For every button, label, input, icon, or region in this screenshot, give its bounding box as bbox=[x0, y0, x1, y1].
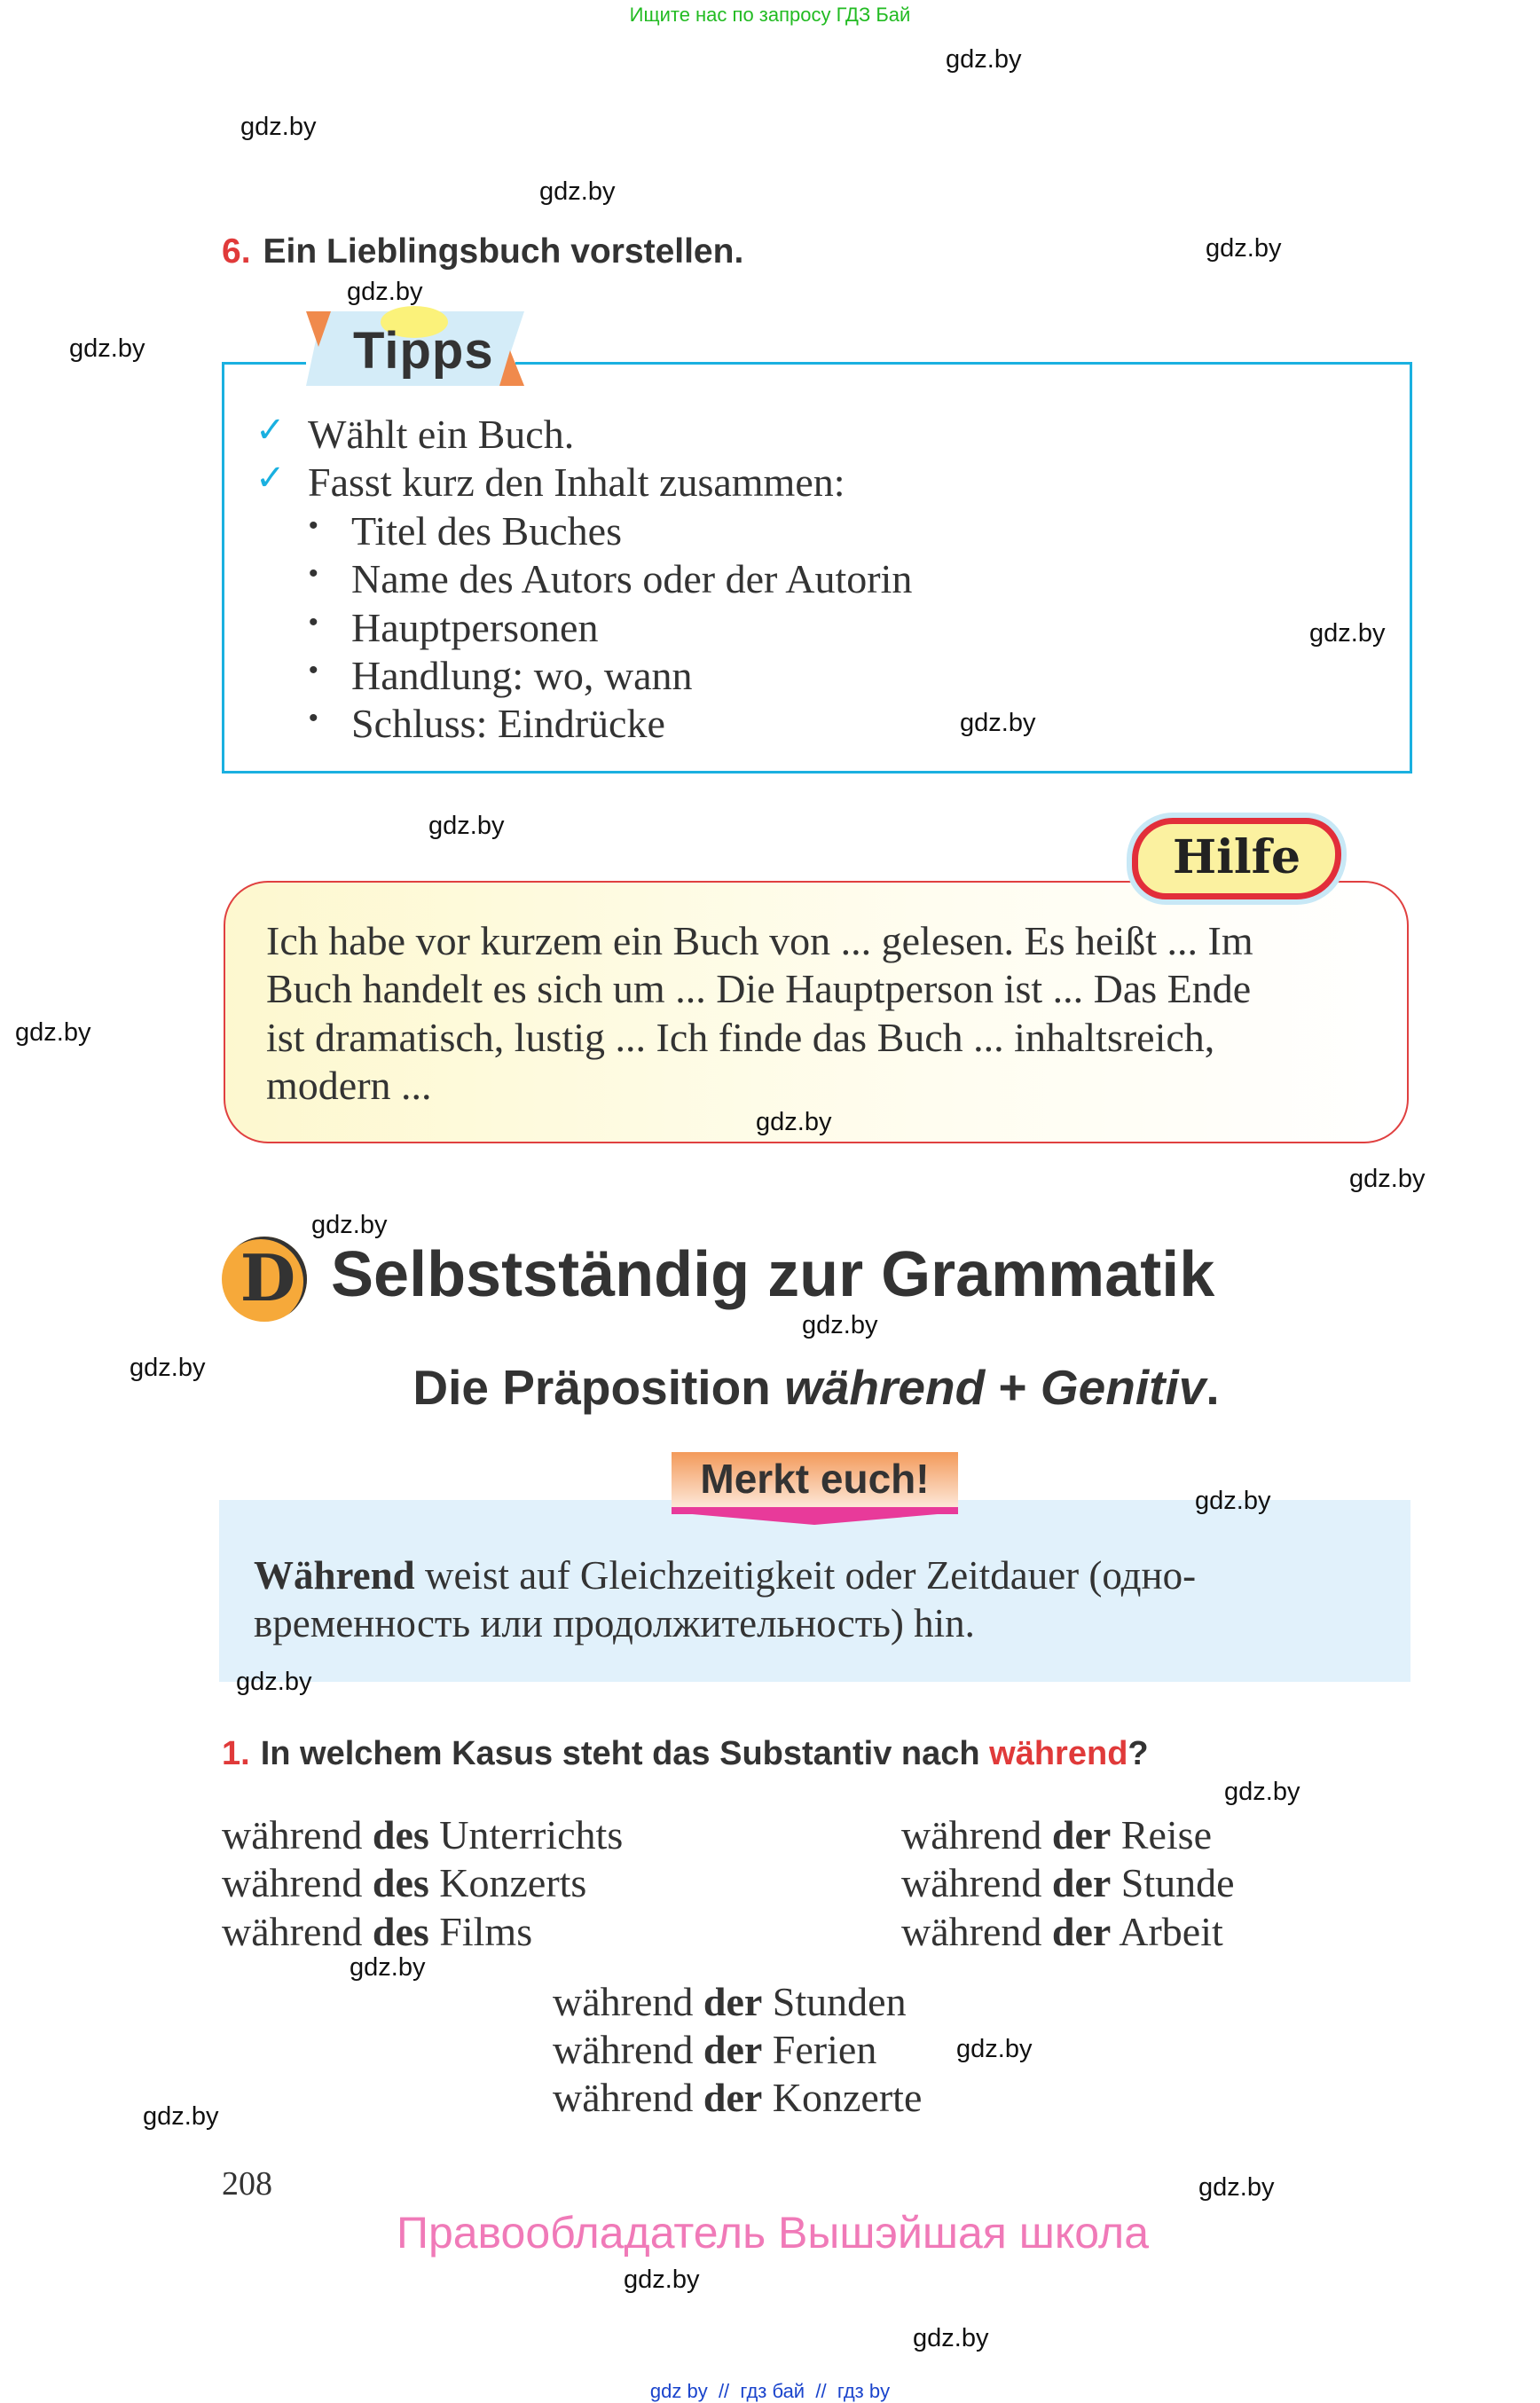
bullet-icon: • bbox=[309, 559, 318, 588]
subtitle-italic: Genitiv bbox=[1040, 1360, 1206, 1415]
watermark: gdz.by bbox=[1309, 619, 1386, 648]
merkt-line: временность или продолжительность) hin. bbox=[254, 1601, 975, 1645]
phrase-noun: Films bbox=[439, 1909, 533, 1954]
hilfe-line: ist dramatisch, lustig ... Ich finde das Buch ... inhaltsreich, bbox=[266, 1015, 1215, 1060]
task-question: In welchem Kasus steht das Substantiv nach bbox=[260, 1735, 990, 1772]
tipp-bullet-item: Hauptpersonen bbox=[351, 605, 599, 650]
tipp-check-item: Wählt ein Buch. bbox=[308, 412, 575, 457]
phrase-preposition: während bbox=[222, 1860, 363, 1905]
hilfe-line: Buch handelt es sich um ... Die Hauptperson ist ... Das Ende bbox=[266, 966, 1252, 1011]
phrase-article: der bbox=[703, 1979, 763, 2024]
watermark: gdz.by bbox=[956, 2035, 1033, 2063]
phrase-article: der bbox=[1051, 1812, 1112, 1857]
subtitle-part: + bbox=[985, 1360, 1041, 1415]
phrase-noun: Unterrichts bbox=[439, 1812, 624, 1857]
bullet-icon: • bbox=[309, 703, 318, 733]
merkt-arrow bbox=[672, 1512, 958, 1525]
section-subtitle bbox=[0, 1359, 1540, 1416]
phrase-center bbox=[553, 2074, 922, 2121]
task-question-highlight: während bbox=[989, 1735, 1128, 1772]
watermark: gdz.by bbox=[428, 812, 505, 840]
bullet-icon: • bbox=[309, 608, 318, 637]
watermark: gdz.by bbox=[347, 278, 423, 306]
phrase-noun: Stunden bbox=[772, 1979, 907, 2024]
bullet-icon: • bbox=[309, 511, 318, 540]
phrase-preposition: während bbox=[901, 1860, 1042, 1905]
tipps-label: Tipps bbox=[353, 322, 494, 380]
phrase-center bbox=[553, 2026, 876, 2073]
hilfe-badge: Hilfe bbox=[1132, 818, 1341, 899]
phrase-right bbox=[901, 1811, 1212, 1858]
task-number: 6. bbox=[222, 232, 251, 271]
watermark: gdz.by bbox=[1224, 1778, 1300, 1806]
watermark: gdz.by bbox=[15, 1018, 91, 1047]
phrase-article: des bbox=[372, 1909, 429, 1954]
hilfe-line: modern ... bbox=[266, 1063, 432, 1108]
section-d-letter: D bbox=[240, 1240, 296, 1315]
subtitle-italic: während bbox=[784, 1360, 986, 1415]
tipp-bullet-item: Handlung: wo, wann bbox=[351, 653, 693, 698]
phrase-article: der bbox=[1051, 1909, 1112, 1954]
watermark: gdz.by bbox=[236, 1668, 312, 1696]
watermark: gdz.by bbox=[960, 709, 1036, 737]
phrase-article: des bbox=[372, 1812, 429, 1857]
watermark: gdz.by bbox=[913, 2324, 989, 2352]
phrase-article: der bbox=[703, 2075, 763, 2120]
bullet-icon: • bbox=[309, 656, 318, 685]
watermark: gdz.by bbox=[946, 45, 1022, 74]
watermark: gdz.by bbox=[624, 2266, 700, 2294]
watermark: gdz.by bbox=[1206, 234, 1282, 263]
phrase-article: der bbox=[1051, 1860, 1112, 1905]
phrase-left bbox=[222, 1859, 586, 1906]
phrase-noun: Arbeit bbox=[1119, 1909, 1223, 1954]
footer-link[interactable]: гдз бай bbox=[740, 2380, 805, 2402]
copyright-notice: Правообладатель Вышэйшая школа bbox=[397, 2208, 1149, 2258]
task-number: 1. bbox=[222, 1735, 250, 1772]
task-1-heading bbox=[222, 1735, 1149, 1773]
phrase-left bbox=[222, 1908, 532, 1955]
checkmark-icon: ✓ bbox=[255, 459, 286, 498]
tipp-bullet-item: Name des Autors oder der Autorin bbox=[351, 556, 913, 601]
phrase-left bbox=[222, 1811, 623, 1858]
task-question: ? bbox=[1128, 1735, 1149, 1772]
tipp-bullet-item: Titel des Buches bbox=[351, 508, 622, 554]
phrase-right bbox=[901, 1908, 1223, 1955]
phrase-preposition: während bbox=[553, 1979, 694, 2024]
page-number: 208 bbox=[222, 2165, 272, 2203]
phrase-right bbox=[901, 1859, 1235, 1906]
section-title: Selbstständig zur Grammatik bbox=[331, 1239, 1215, 1310]
phrase-noun: Konzerte bbox=[772, 2075, 923, 2120]
phrase-article: des bbox=[372, 1860, 429, 1905]
watermark: gdz.by bbox=[311, 1211, 388, 1239]
phrase-preposition: während bbox=[553, 2027, 694, 2072]
watermark: gdz.by bbox=[1198, 2173, 1275, 2202]
footer-separator: // bbox=[815, 2380, 827, 2402]
watermark: gdz.by bbox=[756, 1108, 832, 1136]
merkt-label: Merkt euch! bbox=[700, 1456, 930, 1502]
phrase-preposition: während bbox=[901, 1909, 1042, 1954]
merkt-bold-word: Während bbox=[254, 1553, 415, 1598]
search-notice: Ищите нас по запросу ГДЗ Бай bbox=[629, 4, 911, 26]
phrase-preposition: während bbox=[222, 1812, 363, 1857]
subtitle-part: Die Präposition bbox=[412, 1360, 785, 1415]
phrase-preposition: während bbox=[901, 1812, 1042, 1857]
watermark: gdz.by bbox=[143, 2102, 219, 2131]
checkmark-icon: ✓ bbox=[255, 411, 286, 450]
footer-link[interactable]: гдз by bbox=[837, 2380, 891, 2402]
watermark: gdz.by bbox=[1349, 1165, 1426, 1193]
subtitle-part: . bbox=[1206, 1360, 1220, 1415]
footer-links bbox=[0, 2380, 1540, 2403]
merkt-line bbox=[254, 1552, 1196, 1598]
task-6-heading bbox=[222, 232, 743, 271]
footer-link[interactable]: gdz by bbox=[649, 2380, 708, 2402]
footer-separator: // bbox=[718, 2380, 730, 2402]
watermark: gdz.by bbox=[130, 1354, 206, 1382]
phrase-preposition: während bbox=[553, 2075, 694, 2120]
task-title: Ein Lieblingsbuch vorstellen. bbox=[263, 232, 744, 271]
watermark: gdz.by bbox=[1195, 1487, 1271, 1515]
merkt-text: weist auf Gleichzeitigkeit oder Zeitdauer (одно- bbox=[414, 1553, 1197, 1598]
watermark: gdz.by bbox=[69, 334, 145, 363]
watermark: gdz.by bbox=[539, 177, 616, 206]
watermark: gdz.by bbox=[802, 1311, 878, 1339]
phrase-preposition: während bbox=[222, 1909, 363, 1954]
phrase-noun: Reise bbox=[1120, 1812, 1212, 1857]
phrase-noun: Konzerts bbox=[439, 1860, 587, 1905]
watermark: gdz.by bbox=[350, 1953, 426, 1982]
tipp-bullet-item: Schluss: Eindrücke bbox=[351, 701, 665, 746]
phrase-center bbox=[553, 1978, 907, 2025]
phrase-noun: Stunde bbox=[1120, 1860, 1235, 1905]
watermark: gdz.by bbox=[240, 113, 317, 141]
tipp-check-item: Fasst kurz den Inhalt zusammen: bbox=[308, 459, 845, 505]
hilfe-line: Ich habe vor kurzem ein Buch von ... gelesen. Es heißt ... Im bbox=[266, 918, 1253, 963]
phrase-noun: Ferien bbox=[772, 2027, 877, 2072]
phrase-article: der bbox=[703, 2027, 763, 2072]
